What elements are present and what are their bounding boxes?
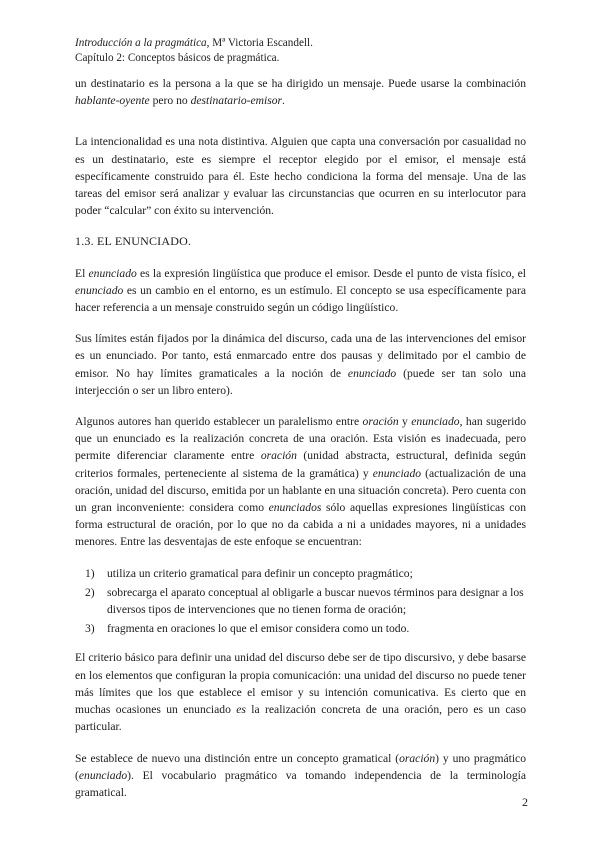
book-title: Introducción a la pragmática [75, 37, 207, 49]
section-heading: 1.3. EL ENUNCIADO. [75, 234, 192, 249]
paragraph-distinction: Se establece de nuevo una distinción entre un concepto gramatical (oración) y uno pragmático (enunciado). El vocabulario pragmático va tomando independencia de la terminología gramatical. [75, 751, 526, 799]
list-item: 1) utiliza un criterio gramatical para definir un concepto pragmático; [85, 566, 413, 580]
paragraph-criterion: El criterio básico para definir una unidad del discurso debe ser de tipo discursivo, y debe basarse en los elementos que configuran la propia comunicación: una unidad del discurso no puede tener más límites que los que establece el emisor y su intención comunicativa. Es cierto que en muchas ocasiones un enunciado es la realización concreta de una oración, pero es un caso particular. [75, 651, 526, 734]
paragraph-limits: Sus límites están fijados por la dinámica del discurso, cada una de las intervenciones del emisor es un enunciado. Por tanto, está enmarcado entre dos pausas y delimitado por el cambio de emisor. No hay límites gramaticales a la noción de enunciado (puede ser tan solo una interjección o ser un libro entero). [75, 332, 526, 397]
header-title-line [75, 36, 313, 51]
paragraph-continuation: un destinatario es la persona a la que se ha dirigido un mensaje. Puede usarse la combinación hablante-oyente pero no destinatario-emisor. [75, 77, 526, 108]
page-number: 2 [522, 795, 528, 809]
paragraph-parallelism: Algunos autores han querido establecer un paralelismo entre oración y enunciado, han sugerido que un enunciado es la realización concreta de una oración. Esta visión es inadecuada, pero permite diferenciar claramente entre oración (unidad abstracta, estructural, definida según criterios formales, perteneciente al sistema de la gramática) y enunciado (actualización de una oración, unidad del discurso, emitida por un hablante en una situación concreta). Pero cuenta con un gran inconveniente: considera como enunciados sólo aquellas expresiones lingüísticas con forma estructural de oración, por lo que no da cabida a ni a unidades mayores, ni a unidades menores. Entre las desventajas de este enfoque se encuentran: [75, 415, 526, 549]
page-content [75, 75, 526, 815]
chapter-title: Capítulo 2: Conceptos básicos de pragmática. [75, 52, 280, 64]
paragraph-definition: El enunciado es la expresión lingüística que produce el emisor. Desde el punto de vista físico, el enunciado es un cambio en el entorno, es un estímulo. El concepto se usa específicamente para hacer referencia a un mensaje construido según un código lingüístico. [75, 266, 526, 315]
running-header [75, 36, 313, 66]
list-item: 3) fragmenta en oraciones lo que el emisor considera como un todo. [85, 622, 410, 636]
paragraph-intentionality: La intencionalidad es una nota distintiva. Alguien que capta una conversación por casualidad no es un destinatario, este es siempre el receptor elegido por el emisor, el mensaje está específicamente construido para él. Este hecho condiciona la forma del mensaje. Una de las tareas del emisor será analizar y evaluar las circunstancias que ocurren en su interlocutor para poder “calcular” con éxito su intervención. [75, 135, 526, 218]
list-item: 2) sobrecarga el aparato conceptual al obligarle a buscar nuevos términos para designar a los diversos tipos de intervenciones que no tienen forma de oración; [85, 585, 524, 617]
disadvantages-list [75, 565, 526, 638]
book-author: , Mª Victoria Escandell. [206, 37, 313, 49]
